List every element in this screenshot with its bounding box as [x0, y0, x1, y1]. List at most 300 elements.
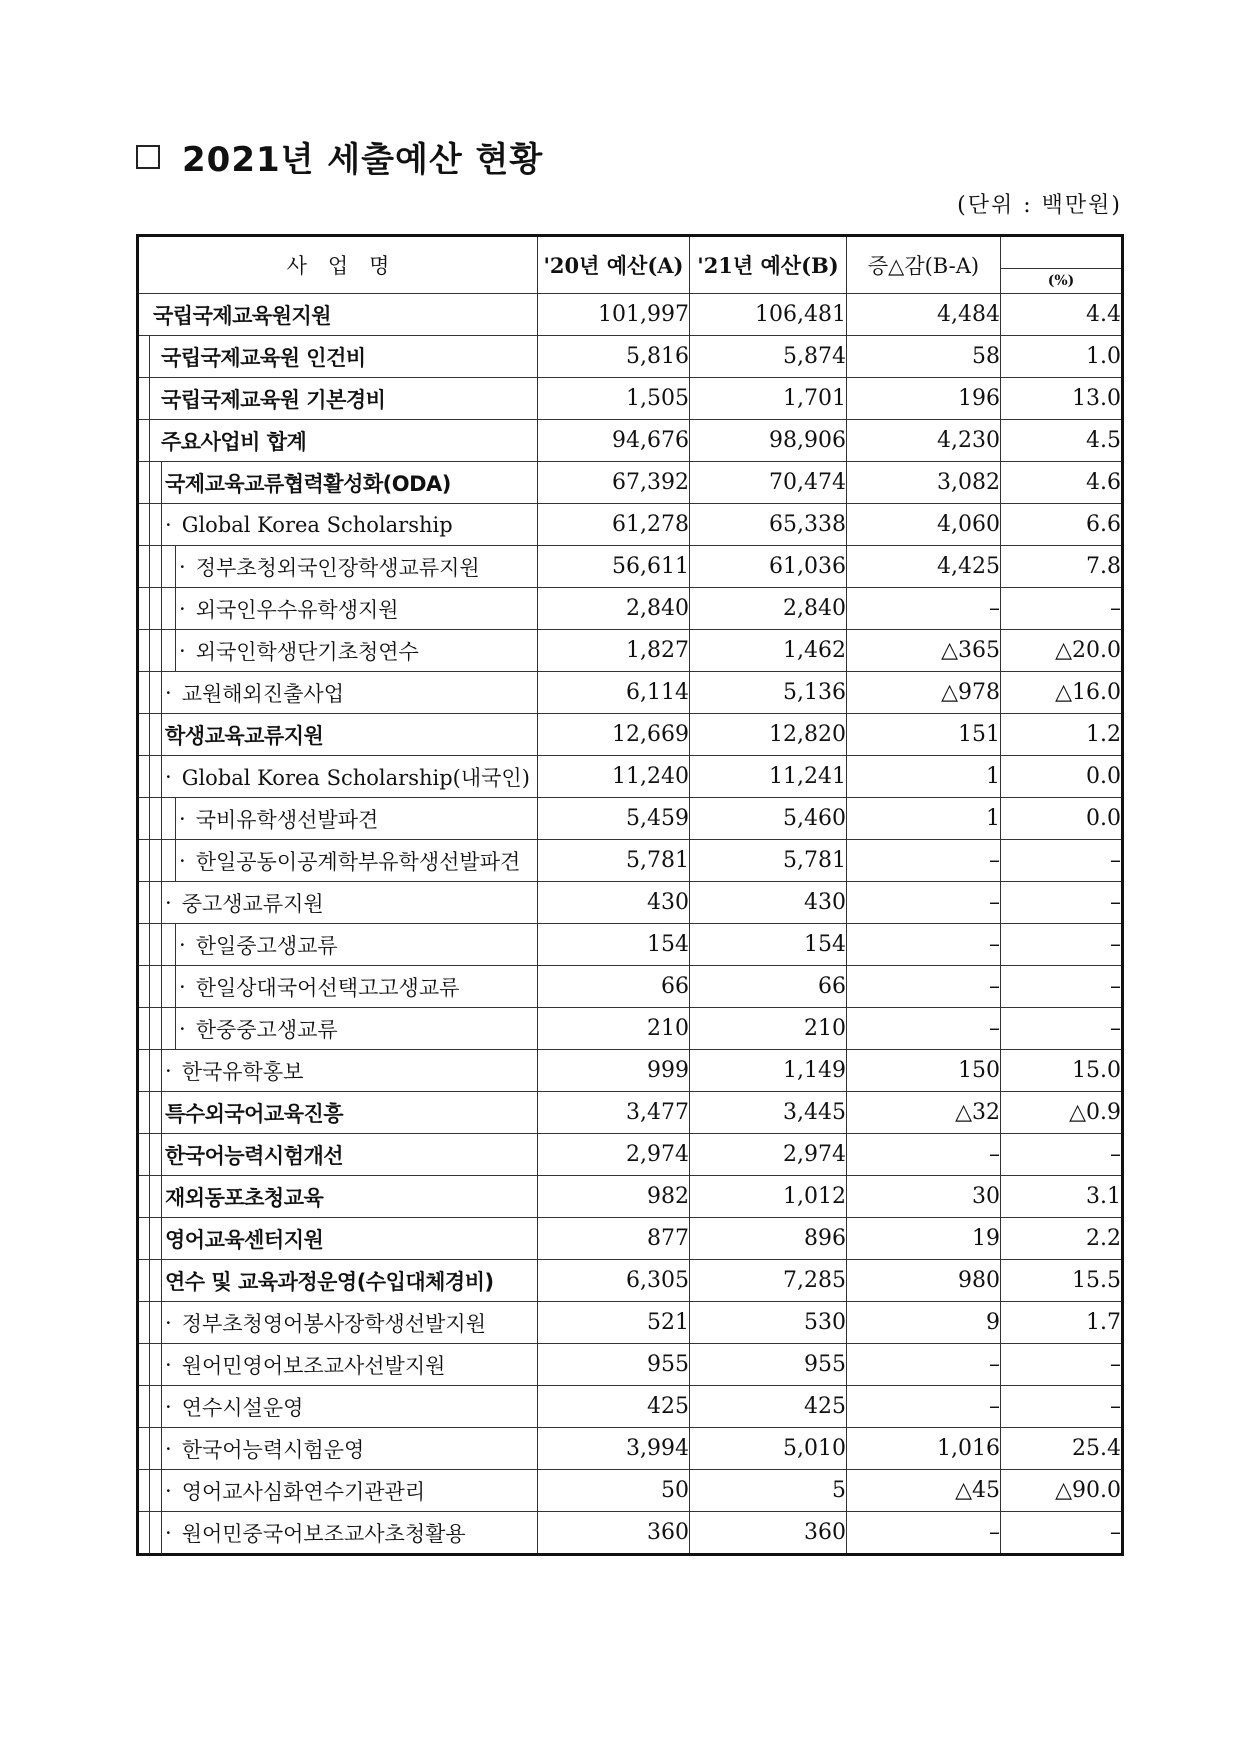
bullet-dot-icon: · [179, 638, 186, 663]
percent-cell: – [1001, 840, 1123, 882]
budget-2020-cell: 877 [538, 1218, 690, 1260]
percent-cell: △0.9 [1001, 1092, 1123, 1134]
hierarchy-guide-line [149, 1259, 150, 1302]
percent-cell: – [1001, 1008, 1123, 1050]
bullet-dot-icon: · [165, 1352, 172, 1377]
hierarchy-guide-line [175, 545, 176, 588]
budget-2021-cell: 5,010 [690, 1428, 847, 1470]
project-name-cell [138, 1428, 538, 1470]
project-name-wrap [139, 1092, 537, 1133]
budget-2020-cell: 1,505 [538, 378, 690, 420]
percent-cell: 2.2 [1001, 1218, 1123, 1260]
hierarchy-guide-line [161, 1301, 162, 1344]
budget-2020-cell: 5,459 [538, 798, 690, 840]
bullet-dot-icon: · [179, 932, 186, 957]
project-name-cell [138, 840, 538, 882]
project-name: 영어교사심화연수기관관리 [181, 1479, 426, 1504]
project-name-wrap [139, 1260, 537, 1301]
percent-cell: △16.0 [1001, 672, 1123, 714]
bullet-dot-icon: · [165, 680, 172, 705]
project-name: 한일상대국어선택고고생교류 [195, 975, 460, 1000]
hierarchy-guide-line [161, 1469, 162, 1512]
budget-2021-cell: 210 [690, 1008, 847, 1050]
budget-2021-cell: 1,012 [690, 1176, 847, 1218]
budget-2021-cell: 5,781 [690, 840, 847, 882]
project-name-cell [138, 966, 538, 1008]
project-name-wrap [139, 504, 537, 545]
hierarchy-guide-line [149, 377, 150, 420]
project-name-cell [138, 672, 538, 714]
hierarchy-guide-line [161, 881, 162, 924]
table-row [138, 1428, 1123, 1470]
percent-cell: – [1001, 588, 1123, 630]
budget-2021-cell: 7,285 [690, 1260, 847, 1302]
budget-2021-cell: 65,338 [690, 504, 847, 546]
budget-2021-cell: 360 [690, 1512, 847, 1555]
hierarchy-guide-line [149, 1511, 150, 1554]
document-title [136, 132, 543, 181]
percent-cell: 13.0 [1001, 378, 1123, 420]
project-name-wrap [139, 462, 537, 503]
change-cell: △45 [847, 1470, 1001, 1512]
hierarchy-guide-line [161, 1049, 162, 1092]
budget-2021-cell: 12,820 [690, 714, 847, 756]
hierarchy-guide-line [149, 1007, 150, 1050]
change-cell: 4,484 [847, 294, 1001, 336]
table-row [138, 1344, 1123, 1386]
budget-2021-cell: 5,874 [690, 336, 847, 378]
project-name-cell [138, 1302, 538, 1344]
project-name: 국립국제교육원지원 [153, 303, 332, 328]
change-cell: – [847, 1008, 1001, 1050]
bullet-dot-icon: · [179, 806, 186, 831]
project-name: 한중중고생교류 [195, 1017, 338, 1042]
project-name-cell [138, 1134, 538, 1176]
header-project-name: 사 업 명 [138, 236, 538, 294]
hierarchy-guide-line [161, 503, 162, 546]
project-name: 특수외국어교육진흥 [165, 1101, 344, 1126]
project-name-wrap [139, 966, 537, 1007]
table-row [138, 1218, 1123, 1260]
change-cell: – [847, 588, 1001, 630]
percent-cell: 4.6 [1001, 462, 1123, 504]
hierarchy-guide-line [149, 1301, 150, 1344]
change-cell: 9 [847, 1302, 1001, 1344]
budget-2020-cell: 360 [538, 1512, 690, 1555]
header-budget-2021: '21년 예산(B) [690, 236, 847, 294]
budget-2020-cell: 101,997 [538, 294, 690, 336]
project-name-wrap [139, 1512, 537, 1553]
change-cell: – [847, 882, 1001, 924]
project-name-wrap [139, 630, 537, 671]
hierarchy-guide-line [175, 1007, 176, 1050]
table-row [138, 546, 1123, 588]
hierarchy-guide-line [161, 797, 162, 840]
percent-cell: 4.5 [1001, 420, 1123, 462]
percent-cell: – [1001, 1134, 1123, 1176]
hierarchy-guide-line [149, 713, 150, 756]
change-cell: △32 [847, 1092, 1001, 1134]
hierarchy-guide-line [161, 1385, 162, 1428]
budget-2020-cell: 1,827 [538, 630, 690, 672]
percent-cell: – [1001, 1344, 1123, 1386]
bullet-dot-icon: · [165, 1478, 172, 1503]
budget-2021-cell: 154 [690, 924, 847, 966]
project-name-wrap [139, 336, 537, 377]
table-row [138, 966, 1123, 1008]
change-cell: 196 [847, 378, 1001, 420]
change-cell: 30 [847, 1176, 1001, 1218]
project-name-wrap [139, 714, 537, 755]
project-name-cell [138, 504, 538, 546]
percent-cell: 0.0 [1001, 756, 1123, 798]
project-name-cell [138, 1092, 538, 1134]
budget-2021-cell: 430 [690, 882, 847, 924]
hierarchy-guide-line [161, 1217, 162, 1260]
table-row [138, 1050, 1123, 1092]
budget-2021-cell: 98,906 [690, 420, 847, 462]
project-name-cell [138, 588, 538, 630]
hierarchy-guide-line [175, 839, 176, 882]
project-name-wrap [139, 882, 537, 923]
budget-2020-cell: 3,477 [538, 1092, 690, 1134]
hierarchy-guide-line [161, 965, 162, 1008]
budget-2021-cell: 11,241 [690, 756, 847, 798]
change-cell: 58 [847, 336, 1001, 378]
hierarchy-guide-line [161, 1427, 162, 1470]
percent-cell: – [1001, 924, 1123, 966]
bullet-dot-icon: · [165, 764, 172, 789]
percent-cell: △20.0 [1001, 630, 1123, 672]
project-name-wrap [139, 924, 537, 965]
table-row [138, 1302, 1123, 1344]
change-cell: 1,016 [847, 1428, 1001, 1470]
hierarchy-guide-line [149, 1091, 150, 1134]
table-row [138, 1512, 1123, 1555]
project-name-cell [138, 1050, 538, 1092]
project-name-cell [138, 420, 538, 462]
hierarchy-guide-line [149, 839, 150, 882]
hierarchy-guide-line [149, 923, 150, 966]
change-cell: – [847, 1512, 1001, 1555]
table-body [138, 294, 1123, 1555]
project-name: 재외동포초청교육 [165, 1185, 324, 1210]
project-name-wrap [139, 294, 537, 335]
project-name: 외국인학생단기초청연수 [195, 639, 419, 664]
hierarchy-guide-line [161, 545, 162, 588]
change-cell: – [847, 924, 1001, 966]
project-name: 연수 및 교육과정운영(수입대체경비) [165, 1269, 494, 1294]
hierarchy-guide-line [149, 965, 150, 1008]
change-cell: 4,060 [847, 504, 1001, 546]
budget-2020-cell: 5,781 [538, 840, 690, 882]
project-name: 영어교육센터지원 [165, 1227, 324, 1252]
unit-label: (단위 : 백만원) [957, 193, 1122, 218]
table-row [138, 378, 1123, 420]
hierarchy-guide-line [161, 713, 162, 756]
budget-2020-cell: 66 [538, 966, 690, 1008]
bullet-dot-icon: · [179, 596, 186, 621]
budget-2021-cell: 2,840 [690, 588, 847, 630]
change-cell: – [847, 1386, 1001, 1428]
project-name: 주요사업비 합계 [161, 429, 307, 454]
budget-2021-cell: 955 [690, 1344, 847, 1386]
budget-2020-cell: 50 [538, 1470, 690, 1512]
project-name: 한일공동이공계학부유학생선발파견 [195, 849, 521, 874]
hierarchy-guide-line [161, 1175, 162, 1218]
project-name-cell [138, 462, 538, 504]
project-name: 원어민영어보조교사선발지원 [181, 1353, 446, 1378]
table-row [138, 756, 1123, 798]
hierarchy-guide-line [161, 587, 162, 630]
hierarchy-guide-line [161, 671, 162, 714]
change-cell: – [847, 840, 1001, 882]
bullet-dot-icon: · [165, 1436, 172, 1461]
budget-2020-cell: 5,816 [538, 336, 690, 378]
change-cell: 19 [847, 1218, 1001, 1260]
table-row [138, 504, 1123, 546]
hierarchy-guide-line [149, 335, 150, 378]
percent-cell: 1.7 [1001, 1302, 1123, 1344]
percent-cell: – [1001, 966, 1123, 1008]
change-cell: 3,082 [847, 462, 1001, 504]
project-name-wrap [139, 420, 537, 461]
project-name: 국립국제교육원 기본경비 [161, 387, 386, 412]
table-row [138, 1470, 1123, 1512]
change-cell: 1 [847, 798, 1001, 840]
table-row [138, 1386, 1123, 1428]
project-name-wrap [139, 1134, 537, 1175]
change-cell: △978 [847, 672, 1001, 714]
hierarchy-guide-line [149, 755, 150, 798]
project-name-wrap [139, 1344, 537, 1385]
budget-2021-cell: 530 [690, 1302, 847, 1344]
checkbox-square-icon [136, 145, 160, 169]
percent-cell: 6.6 [1001, 504, 1123, 546]
budget-2020-cell: 2,840 [538, 588, 690, 630]
percent-cell: △90.0 [1001, 1470, 1123, 1512]
hierarchy-guide-line [175, 923, 176, 966]
hierarchy-guide-line [149, 881, 150, 924]
budget-2021-cell: 2,974 [690, 1134, 847, 1176]
bullet-dot-icon: · [179, 554, 186, 579]
budget-2020-cell: 11,240 [538, 756, 690, 798]
hierarchy-guide-line [149, 1469, 150, 1512]
project-name-wrap [139, 1428, 537, 1469]
project-name-cell [138, 1512, 538, 1555]
project-name: 한국어능력시험운영 [181, 1437, 365, 1462]
percent-cell: – [1001, 882, 1123, 924]
table-row [138, 798, 1123, 840]
project-name: 정부초청외국인장학생교류지원 [195, 555, 480, 580]
budget-2021-cell: 5,460 [690, 798, 847, 840]
hierarchy-guide-line [149, 797, 150, 840]
project-name-cell [138, 714, 538, 756]
project-name-cell [138, 1260, 538, 1302]
project-name-cell [138, 546, 538, 588]
bullet-dot-icon: · [179, 848, 186, 873]
project-name: 연수시설운영 [181, 1395, 304, 1420]
project-name-cell [138, 798, 538, 840]
percent-cell: 25.4 [1001, 1428, 1123, 1470]
hierarchy-guide-line [175, 587, 176, 630]
budget-2021-cell: 1,149 [690, 1050, 847, 1092]
percent-cell: 0.0 [1001, 798, 1123, 840]
change-cell: 151 [847, 714, 1001, 756]
hierarchy-guide-line [149, 419, 150, 462]
percent-cell: 3.1 [1001, 1176, 1123, 1218]
project-name-wrap [139, 1218, 537, 1259]
budget-2021-cell: 896 [690, 1218, 847, 1260]
hierarchy-guide-line [161, 1007, 162, 1050]
budget-2020-cell: 94,676 [538, 420, 690, 462]
project-name-wrap [139, 1386, 537, 1427]
percent-cell: 15.0 [1001, 1050, 1123, 1092]
project-name: 정부초청영어봉사장학생선발지원 [181, 1311, 486, 1336]
hierarchy-guide-line [161, 755, 162, 798]
table-row [138, 714, 1123, 756]
budget-2020-cell: 999 [538, 1050, 690, 1092]
bullet-dot-icon: · [179, 974, 186, 999]
table-row [138, 1008, 1123, 1050]
hierarchy-guide-line [149, 1343, 150, 1386]
percent-cell: 1.2 [1001, 714, 1123, 756]
project-name: 국제교육교류협력활성화(ODA) [165, 471, 451, 496]
project-name: 학생교육교류지원 [165, 723, 324, 748]
hierarchy-guide-line [161, 1343, 162, 1386]
change-cell: 1 [847, 756, 1001, 798]
project-name: 원어민중국어보조교사초청활용 [181, 1521, 466, 1546]
percent-cell: 1.0 [1001, 336, 1123, 378]
bullet-dot-icon: · [165, 512, 172, 537]
table-header-row [138, 236, 1123, 294]
hierarchy-guide-line [161, 839, 162, 882]
budget-2021-cell: 1,701 [690, 378, 847, 420]
budget-2020-cell: 12,669 [538, 714, 690, 756]
change-cell: 150 [847, 1050, 1001, 1092]
table-row [138, 462, 1123, 504]
header-percent-top [1001, 241, 1121, 269]
budget-2020-cell: 430 [538, 882, 690, 924]
project-name-wrap [139, 756, 537, 797]
change-cell: 980 [847, 1260, 1001, 1302]
project-name-cell [138, 882, 538, 924]
project-name-wrap [139, 1008, 537, 1049]
budget-2020-cell: 521 [538, 1302, 690, 1344]
table-row [138, 420, 1123, 462]
project-name: 국립국제교육원 인건비 [161, 345, 366, 370]
percent-cell: – [1001, 1512, 1123, 1555]
budget-2021-cell: 1,462 [690, 630, 847, 672]
project-name-wrap [139, 588, 537, 629]
hierarchy-guide-line [161, 1133, 162, 1176]
table-row [138, 1176, 1123, 1218]
project-name: 한국어능력시험개선 [165, 1143, 344, 1168]
change-cell: – [847, 966, 1001, 1008]
project-name-wrap [139, 1302, 537, 1343]
project-name-cell [138, 1218, 538, 1260]
project-name-cell [138, 1386, 538, 1428]
budget-2021-cell: 5 [690, 1470, 847, 1512]
table-row [138, 630, 1123, 672]
header-change: 증△감(B-A) [847, 236, 1001, 294]
budget-2021-cell: 106,481 [690, 294, 847, 336]
hierarchy-guide-line [149, 503, 150, 546]
project-name-cell [138, 378, 538, 420]
project-name-cell [138, 756, 538, 798]
project-name-wrap [139, 798, 537, 839]
table-row [138, 1092, 1123, 1134]
budget-2021-cell: 5,136 [690, 672, 847, 714]
project-name: Global Korea Scholarship [181, 512, 453, 537]
budget-2021-cell: 425 [690, 1386, 847, 1428]
hierarchy-guide-line [149, 1427, 150, 1470]
project-name-cell [138, 1008, 538, 1050]
table-row [138, 882, 1123, 924]
hierarchy-guide-line [149, 1133, 150, 1176]
hierarchy-guide-line [161, 1091, 162, 1134]
budget-2020-cell: 210 [538, 1008, 690, 1050]
project-name-wrap [139, 1470, 537, 1511]
hierarchy-guide-line [161, 1511, 162, 1554]
hierarchy-guide-line [175, 629, 176, 672]
budget-2021-cell: 3,445 [690, 1092, 847, 1134]
bullet-dot-icon: · [165, 1310, 172, 1335]
change-cell: △365 [847, 630, 1001, 672]
budget-2020-cell: 982 [538, 1176, 690, 1218]
project-name: 교원해외진출사업 [181, 681, 344, 706]
hierarchy-guide-line [149, 461, 150, 504]
hierarchy-guide-line [175, 965, 176, 1008]
budget-2020-cell: 56,611 [538, 546, 690, 588]
bullet-dot-icon: · [165, 1520, 172, 1545]
hierarchy-guide-line [149, 629, 150, 672]
percent-cell: 7.8 [1001, 546, 1123, 588]
budget-2021-cell: 66 [690, 966, 847, 1008]
project-name-cell [138, 630, 538, 672]
budget-2020-cell: 2,974 [538, 1134, 690, 1176]
table-row [138, 840, 1123, 882]
hierarchy-guide-line [149, 587, 150, 630]
budget-2021-cell: 70,474 [690, 462, 847, 504]
project-name-wrap [139, 672, 537, 713]
table-row [138, 588, 1123, 630]
header-percent [1001, 236, 1123, 294]
hierarchy-guide-line [161, 629, 162, 672]
budget-2020-cell: 154 [538, 924, 690, 966]
bullet-dot-icon: · [179, 1016, 186, 1041]
bullet-dot-icon: · [165, 890, 172, 915]
table-row [138, 294, 1123, 336]
budget-2020-cell: 425 [538, 1386, 690, 1428]
hierarchy-guide-line [161, 1259, 162, 1302]
table-row [138, 672, 1123, 714]
budget-2020-cell: 6,305 [538, 1260, 690, 1302]
percent-cell: 15.5 [1001, 1260, 1123, 1302]
project-name-cell [138, 1470, 538, 1512]
project-name-wrap [139, 840, 537, 881]
table-row [138, 1134, 1123, 1176]
budget-2021-cell: 61,036 [690, 546, 847, 588]
percent-cell: – [1001, 1386, 1123, 1428]
project-name-cell [138, 294, 538, 336]
budget-2020-cell: 61,278 [538, 504, 690, 546]
hierarchy-guide-line [175, 797, 176, 840]
percent-cell: 4.4 [1001, 294, 1123, 336]
hierarchy-guide-line [149, 1217, 150, 1260]
project-name-cell [138, 924, 538, 966]
project-name-cell [138, 1344, 538, 1386]
